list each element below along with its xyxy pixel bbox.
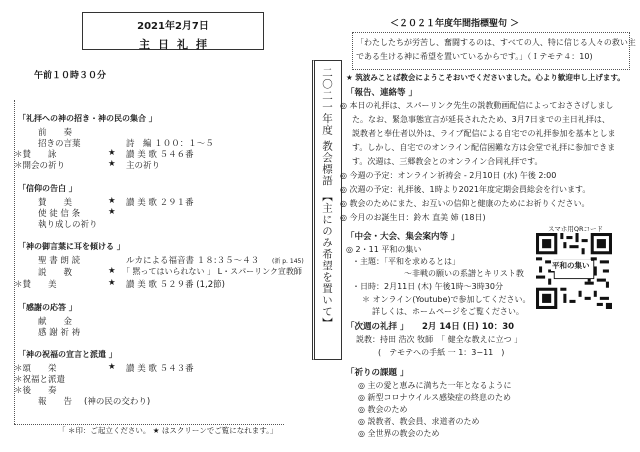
welcome-message: ★ 筑波みことば教会にようこそおいでくださいました。心より歓迎申し上げます。: [346, 73, 625, 82]
order-call: 招きの言葉: [38, 139, 81, 149]
order-hymn4-label: ＊頌 栄: [14, 364, 57, 374]
next-service-text: ( テモテへの手紙 一 1：3−11 ): [378, 348, 505, 357]
service-time: 午前１０時３０分: [34, 71, 107, 81]
order-prelude: 前 奏: [38, 128, 73, 138]
next-service-sermon: 説教：持田 浩次 牧師 「 健全な教えに立つ 」: [356, 335, 523, 344]
star-icon: ★: [108, 159, 116, 169]
section-heading-word: 「神の御言葉に耳を傾ける 」: [18, 242, 125, 251]
notice-1-line2: た。なお、緊急事態宣言が延長されたため、3月7日までの主日礼拝は、: [352, 115, 610, 124]
annual-verse-title: ＜２０２１年度年間指標聖句 ＞: [390, 19, 520, 29]
notice-1-line1: ◎ 本日の礼拝は、スパーリンク先生の説教動画配信によっておささげしまし: [340, 101, 614, 110]
next-service-date: 2月 14日 (日) 10：30: [422, 322, 515, 332]
order-psalm: 詩 編 １００：１～５: [126, 139, 214, 149]
service-title: 主日礼拝: [139, 38, 215, 51]
meeting-subtitle: ～非戦の願いの系譜とキリスト教: [404, 269, 524, 278]
annual-verse-line2: である生ける神に希望を置いているからです。」（Ｉテモテ４：10): [356, 52, 593, 61]
header-box: [82, 12, 264, 50]
order-opening-prayer: 主の祈り: [126, 161, 161, 171]
qr-code-icon[interactable]: [536, 233, 612, 309]
next-service-label: 「次週の礼拝 」: [346, 322, 409, 332]
prayer-item-4: ◎ 説教者、教会員、求道者のため: [358, 417, 480, 426]
church-motto-text: 二〇二一年度 教会標語 【主にのみ希望を置いて】: [321, 67, 333, 329]
prayer-item-1: ◎ 主の愛と恵みに満ちた一年となるように: [358, 381, 512, 390]
order-sermon-label: 説 教: [38, 268, 73, 278]
star-icon: ★: [108, 148, 116, 158]
service-date: 2021年2月7日: [137, 21, 209, 32]
qr-label: 平和の集い: [552, 261, 590, 270]
order-sermon: 「 黙ってはいられない 」 L・スパーリンク宣教師: [122, 267, 302, 276]
order-hymn2: 讃 美 歌 ２９１番: [126, 198, 194, 208]
church-motto-vertical: [312, 60, 342, 360]
section-heading-thanks: 「感謝の応答 」: [18, 303, 77, 312]
notice-1-line3: 説教者と奉仕者以外は、ライブ配信による自宅での礼拝参加を基本としま: [352, 129, 616, 138]
star-icon: ★: [108, 278, 116, 288]
order-thanks-prayer: 感 謝 祈 祷: [38, 328, 81, 338]
notice-1-line4: す。しかし、自宅でのオンライン配信困難な方は会堂で礼拝に参加できま: [352, 143, 616, 152]
order-hymn2-label: 賛 美: [38, 198, 73, 208]
star-icon: ★: [108, 207, 116, 217]
meeting-theme: ・主題：「平和を求めるとは」: [352, 257, 460, 266]
star-icon: ★: [108, 196, 116, 206]
order-opening-prayer-label: ＊開会の祈り: [14, 161, 66, 171]
order-report: (神の民の交わり): [84, 397, 151, 407]
meeting-1: ◎ 2・11 平和の集い: [346, 245, 422, 254]
notice-4: ◎ 教会のためにまた、お互いの信仰と健康のためにお祈りください。: [340, 199, 590, 208]
order-benediction: ＊祝福と派遣: [14, 375, 66, 385]
meeting-datetime: ・日時：2月11日 (木) 午後1時～3時30分: [352, 282, 503, 291]
order-intercession: 執り成しの祈り: [38, 220, 98, 230]
order-creed: 使 徒 信 条: [38, 209, 81, 219]
notice-1-line5: す。次週は、三郷教会とのオンライン合同礼拝です。: [352, 157, 543, 166]
prayer-item-2: ◎ 新型コロナウイルス感染症の終息のため: [358, 393, 512, 402]
order-hymn1-label: ＊賛 詠: [14, 150, 57, 160]
meetings-heading: 「中会・大会、集会案内等 」: [346, 232, 460, 242]
order-reading: ルカによる福音書 １８:３５～４３: [126, 256, 260, 266]
notice-2: ◎ 今週の予定：オンライン祈祷会 - 2月10日 (水) 午後 2:00: [340, 171, 557, 180]
section-heading-blessing: 「神の祝福の宣言と派遣 」: [18, 350, 117, 359]
star-icon: ★: [108, 362, 116, 372]
order-hymn4: 讃 美 歌 ５４３番: [126, 364, 194, 374]
order-hymn1: 讃 美 歌 ５４６番: [126, 150, 194, 160]
meeting-online-note: ＊ オンライン(Youtube)で参加してください。: [362, 295, 531, 304]
order-report-label: 報 告: [38, 397, 73, 407]
star-icon: ★: [108, 266, 116, 276]
order-hymn3-label: ＊賛 美: [14, 280, 57, 290]
notices-heading: 「報告、連絡等 」: [346, 88, 417, 98]
prayer-item-3: ◎ 教会のため: [358, 405, 408, 414]
section-heading-call: 「礼拝への神の招き・神の民の集合 」: [18, 114, 157, 123]
order-offering: 献 金: [38, 317, 73, 327]
notice-5: ◎ 今月のお誕生日：鈴木 直美 姉 (18日): [340, 213, 486, 222]
section-heading-creed: 「信仰の告白 」: [18, 184, 77, 193]
order-reading-label: 聖 書 朗 読: [38, 256, 81, 266]
order-hymn3: 讃 美 歌 ５２９番 (1,2節): [126, 280, 225, 290]
meeting-homepage-note: 詳しくは、ホームページをご覧ください。: [372, 307, 524, 316]
footnote: 「 ＊印：ご起立ください。 ★ はスクリーンでご覧になれます。」: [58, 426, 278, 435]
annual-verse-line1: 「わたしたちが労苦し、奮闘するのは、すべての人、特に信じる人々の救い主: [356, 38, 636, 47]
notice-3: ◎ 次週の予定：礼拝後、1時より2021年度定期会員総会を行います。: [340, 185, 591, 194]
order-reading-page: (新 p. 145): [272, 258, 304, 265]
qr-caption: スマホ用QRコード: [548, 225, 604, 233]
order-postlude: ＊後 奏: [14, 386, 57, 396]
prayer-item-5: ◎ 全世界の教会のため: [358, 429, 440, 438]
prayer-heading: 「祈りの課題 」: [346, 368, 409, 378]
